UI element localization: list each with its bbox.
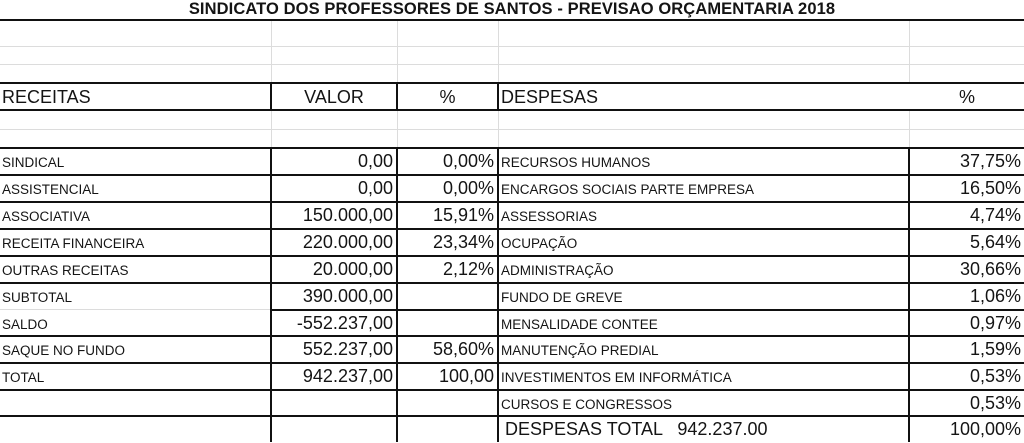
despesa-pct: 1,06%	[969, 286, 1021, 306]
receita-pct: 58,60%	[432, 339, 494, 359]
gridline	[271, 21, 272, 82]
despesa-pct: 4,74%	[969, 205, 1021, 225]
receita-valor: 20.000,00	[312, 259, 393, 279]
despesa-label: FUNDO DE GREVE	[501, 290, 623, 305]
despesa-label: RECURSOS HUMANOS	[501, 155, 651, 170]
gridline	[498, 21, 499, 82]
despesa-pct: 0,53%	[969, 393, 1021, 413]
receita-pct: 0,00%	[442, 151, 494, 171]
despesa-pct: 0,97%	[969, 313, 1021, 333]
despesa-label: ENCARGOS SOCIAIS PARTE EMPRESA	[501, 182, 755, 197]
despesa-pct: 1,59%	[969, 339, 1021, 359]
despesa-label: INVESTIMENTOS EM INFORMÁTICA	[501, 370, 732, 385]
despesa-label: OCUPAÇÃO	[501, 236, 578, 251]
gridline	[909, 21, 910, 82]
gridline	[397, 21, 398, 82]
header-receitas: RECEITAS	[2, 87, 91, 107]
receita-label: SALDO	[2, 317, 48, 332]
page-title: SINDICATO DOS PROFESSORES DE SANTOS - PREVISAO ORÇAMENTARIA 2018	[188, 0, 836, 18]
despesa-label: ADMINISTRAÇÃO	[501, 263, 614, 278]
gridline	[397, 111, 398, 148]
gridline	[0, 129, 1024, 130]
receita-label: TOTAL	[2, 370, 45, 385]
despesa-pct: 0,53%	[969, 366, 1021, 386]
despesas-total-label: DESPESAS TOTAL 942.237.00	[505, 419, 768, 439]
despesa-pct: 30,66%	[959, 259, 1021, 279]
gridline	[271, 111, 272, 148]
despesa-label: CURSOS E CONGRESSOS	[501, 397, 673, 412]
gridline	[909, 111, 910, 148]
receita-label: ASSISTENCIAL	[2, 182, 99, 197]
receita-pct	[398, 310, 497, 337]
despesas-total-pct: 100,00%	[949, 419, 1021, 439]
gridline	[498, 111, 499, 148]
gridline	[0, 64, 1024, 65]
despesa-label: MENSALIDADE CONTEE	[501, 317, 658, 332]
despesa-label: ASSESSORIAS	[501, 209, 598, 224]
header-valor: VALOR	[304, 87, 364, 107]
receita-valor: 0,00	[357, 178, 393, 198]
header-pct: %	[439, 87, 456, 107]
receita-label: SINDICAL	[2, 155, 65, 170]
receita-label: SUBTOTAL	[2, 290, 73, 305]
receita-valor: 552.237,00	[302, 339, 393, 359]
border	[0, 19, 1024, 21]
receita-pct: 100,00	[438, 366, 494, 386]
receita-pct: 0,00%	[442, 178, 494, 198]
receita-pct: 2,12%	[442, 259, 494, 279]
receita-valor: 220.000,00	[302, 232, 393, 252]
receita-valor: -552.237,00	[296, 313, 393, 333]
receita-valor: 942.237,00	[302, 366, 393, 386]
receita-valor: 150.000,00	[302, 205, 393, 225]
receita-valor: 390.000,00	[302, 286, 393, 306]
receita-label: ASSOCIATIVA	[2, 209, 91, 224]
despesa-pct: 5,64%	[969, 232, 1021, 252]
header-despesas-pct: %	[958, 87, 975, 107]
header-despesas: DESPESAS	[501, 87, 599, 107]
border	[497, 82, 499, 111]
receita-label: OUTRAS RECEITAS	[2, 263, 129, 278]
despesa-label: MANUTENÇÃO PREDIAL	[501, 343, 659, 358]
receita-pct: 23,34%	[432, 232, 494, 252]
despesa-pct: 37,75%	[959, 151, 1021, 171]
receita-pct: 15,91%	[432, 205, 494, 225]
receita-pct	[398, 283, 497, 310]
receita-valor: 0,00	[357, 151, 393, 171]
receita-label: SAQUE NO FUNDO	[2, 343, 126, 358]
receita-label: RECEITA FINANCEIRA	[2, 236, 145, 251]
despesa-pct: 16,50%	[959, 178, 1021, 198]
gridline	[0, 46, 1024, 47]
